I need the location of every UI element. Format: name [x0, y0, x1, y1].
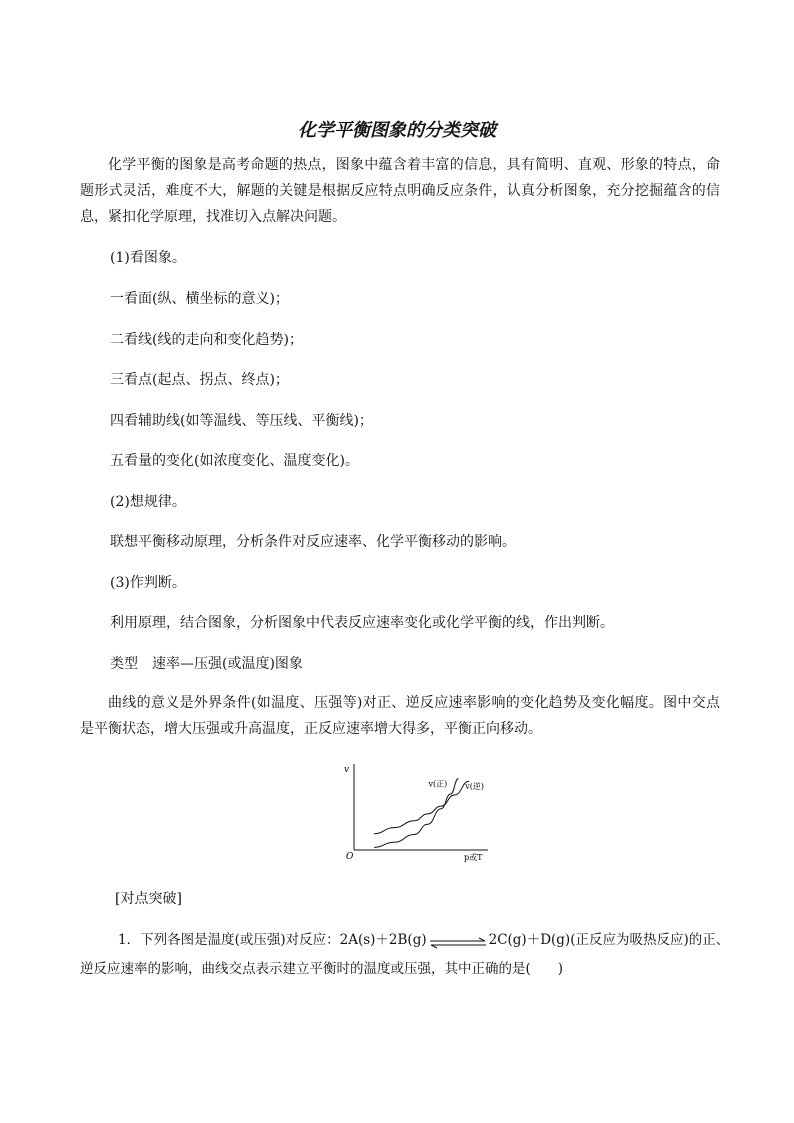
- type-description: 曲线的意义是外界条件(如温度、压强等)对正、逆反应速率影响的变化趋势及变化幅度。图中交点是平衡状态，增大压强或升高温度，正反应速率增大得多，平衡正向移动。: [80, 695, 720, 737]
- origin-label: O: [346, 852, 354, 862]
- step-5: 五看量的变化(如浓度变化、温度变化)。: [110, 453, 359, 469]
- step-1: 一看面(纵、横坐标的意义)；: [110, 291, 289, 307]
- rate-pressure-chart: [340, 758, 500, 866]
- y-axis-label: v: [344, 765, 350, 775]
- question-line-1: [118, 930, 729, 950]
- step-rule-desc: 联想平衡移动原理，分析条件对反应速率、化学平衡移动的影响。: [110, 534, 516, 550]
- section-label: [对点突破]: [115, 891, 182, 907]
- step-2: 二看线(线的走向和变化趋势)；: [110, 332, 303, 348]
- x-axis-label: p或T: [464, 853, 483, 862]
- step-4: 四看辅助线(如等温线、等压线、平衡线)；: [110, 413, 373, 429]
- type-heading: 类型 速率—压强(或温度)图象: [110, 656, 303, 672]
- step-look-graph: (1)看图象。: [110, 250, 186, 266]
- series-label-reverse: v(逆): [465, 782, 484, 792]
- step-think-rule: (2)想规律。: [110, 494, 186, 510]
- equilibrium-arrow-icon: [429, 935, 487, 947]
- intro-paragraph: 化学平衡的图象是高考命题的热点，图象中蕴含着丰富的信息，具有简明、直观、形象的特点，命题形式灵活，难度不大，解题的关键是根据反应特点明确反应条件，认真分析图象，充分挖掘蕴含的信息，紧扣化学原理，找准切入点解决问题。: [80, 157, 720, 225]
- question-text-part2: 2C(g)＋D(g)(正反应为吸热反应)的正、: [488, 932, 730, 948]
- question-text-part1: 1．下列各图是温度(或压强)对反应：2A(s)＋2B(g): [118, 932, 427, 948]
- doc-title: 化学平衡图象的分类突破: [298, 120, 496, 141]
- step-3: 三看点(起点、拐点、终点)；: [110, 372, 289, 388]
- series-line-reverse: [374, 781, 469, 834]
- question-line-2: 逆反应速率的影响，曲线交点表示建立平衡时的温度或压强，其中正确的是( ): [80, 961, 564, 977]
- series-label-forward: v(正): [428, 779, 448, 789]
- step-judge-desc: 利用原理，结合图象，分析图象中代表反应速率变化或化学平衡的线，作出判断。: [110, 615, 614, 631]
- step-judge: (3)作判断。: [110, 575, 186, 591]
- series-line-forward: [374, 779, 458, 848]
